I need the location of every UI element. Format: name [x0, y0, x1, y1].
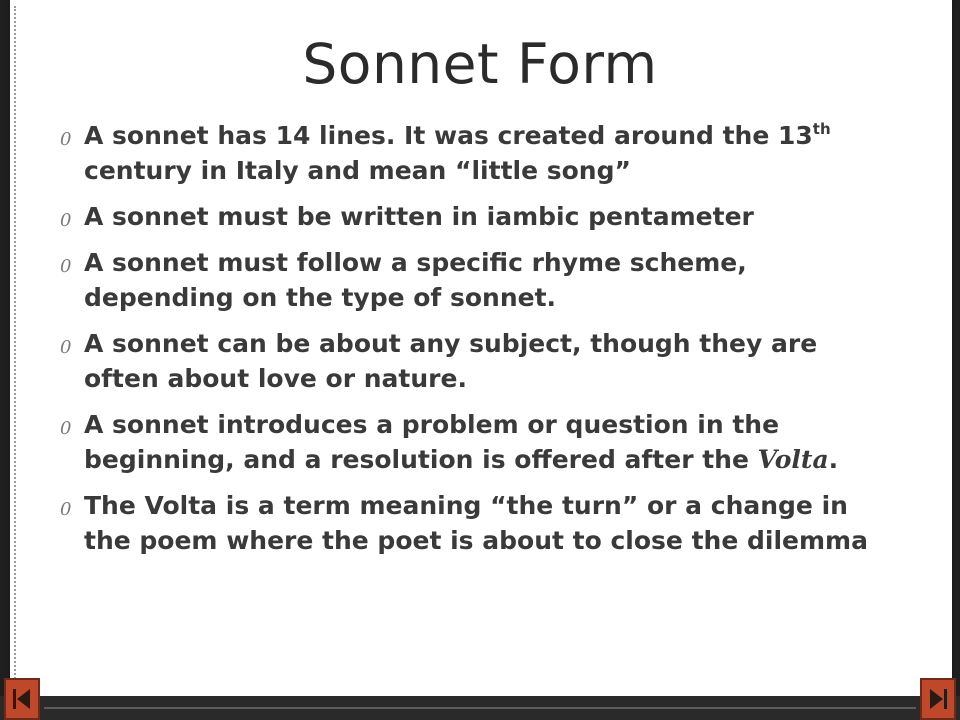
text-run: A sonnet must follow a specific rhyme scheme, depending on the type of sonnet. — [84, 248, 747, 312]
text-run: A sonnet can be about any subject, though they are often about love or nature. — [84, 329, 818, 393]
bullet-marker: 0 — [60, 210, 72, 231]
text-run: A sonnet must be written in iambic pentameter — [84, 202, 754, 231]
bullet-item — [60, 245, 880, 315]
text-run: A sonnet introduces a problem or question in the beginning, and a resolution is offered after the — [84, 410, 780, 474]
text-run: A sonnet has 14 lines. It was created around the 13 — [84, 121, 813, 150]
bullet-item — [60, 407, 880, 477]
bullet-item — [60, 488, 880, 558]
bullet-text — [84, 202, 754, 231]
bullet-marker: 0 — [60, 418, 72, 439]
bullet-marker: 0 — [60, 337, 72, 358]
next-slide-button[interactable] — [920, 678, 956, 720]
bullet-item — [60, 118, 880, 188]
text-run: century in Italy and mean “little song” — [84, 156, 631, 185]
text-run: The Volta is a term meaning “the turn” or a change in the poem where the poet is about to close the dilemma — [84, 491, 868, 555]
bullet-text — [84, 248, 747, 312]
bullet-text — [84, 329, 817, 393]
bullet-text — [84, 121, 831, 185]
bullet-list — [60, 118, 880, 569]
footer-divider — [44, 707, 916, 709]
slide-title: Sonnet Form — [302, 32, 658, 96]
italic-term: Volta — [757, 445, 829, 474]
skip-previous-icon — [6, 680, 38, 718]
bullet-item — [60, 326, 880, 396]
previous-slide-button[interactable] — [4, 678, 40, 720]
superscript: th — [812, 120, 831, 138]
bullet-marker: 0 — [60, 129, 72, 150]
stitch-border — [14, 6, 16, 686]
bullet-text — [84, 491, 868, 555]
text-run: . — [828, 445, 839, 474]
skip-next-icon — [922, 680, 954, 718]
bullet-marker: 0 — [60, 256, 72, 277]
bullet-item — [60, 199, 880, 234]
bullet-marker: 0 — [60, 499, 72, 520]
bullet-text — [84, 410, 838, 474]
